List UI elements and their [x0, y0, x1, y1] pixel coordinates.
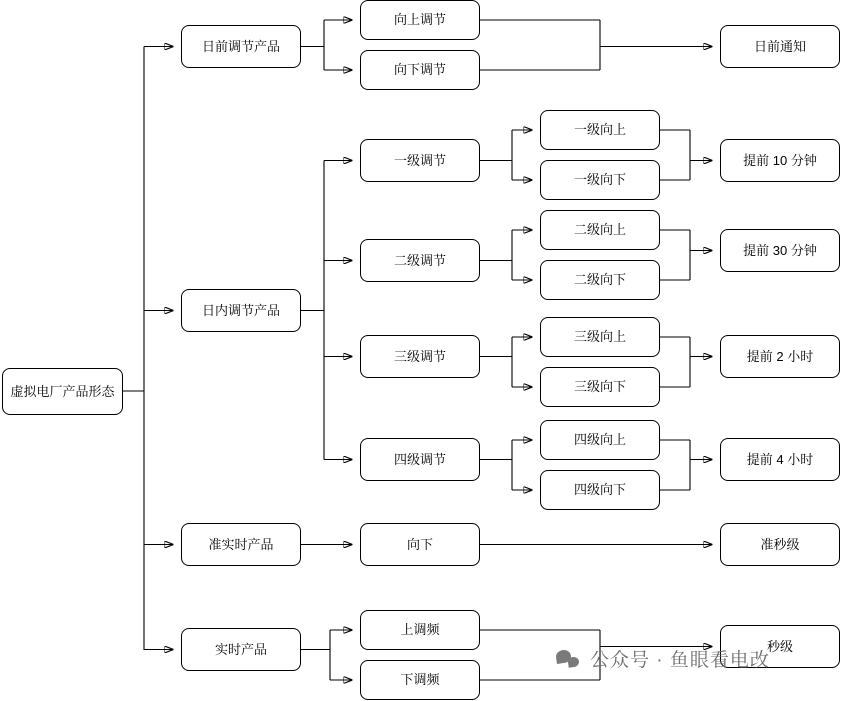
node-quasi-second-level-label: 准秒级 — [760, 536, 800, 552]
node-level3-down-label: 三级向下 — [573, 379, 626, 395]
node-advance-30-min[interactable] — [720, 229, 840, 272]
node-day-ahead-product-top-label: 日前调节产品 — [201, 38, 280, 54]
node-level1-adjust[interactable] — [360, 139, 480, 182]
node-level1-down-label: 一级向下 — [573, 172, 626, 188]
node-realtime-up-freq[interactable] — [360, 610, 480, 650]
node-level2-down[interactable] — [540, 260, 660, 300]
node-level2-up-label: 二级向上 — [573, 222, 626, 238]
node-quasi-down[interactable] — [360, 523, 480, 566]
watermark — [556, 645, 770, 672]
node-advance-30-min-label: 提前 30 分钟 — [743, 242, 817, 258]
node-day-ahead-product[interactable] — [181, 289, 301, 332]
node-advance-4-hour[interactable] — [720, 438, 840, 481]
node-day-ahead-down[interactable] — [360, 50, 480, 90]
node-day-ahead-product-label: 日内调节产品 — [201, 302, 280, 318]
watermark-text: 公众号 · 鱼眼看电改 — [590, 650, 770, 671]
node-level2-up[interactable] — [540, 210, 660, 250]
node-root-label: 虚拟电厂产品形态 — [10, 383, 115, 399]
node-advance-4-hour-label: 提前 4 小时 — [746, 451, 814, 467]
wechat-logo-icon — [556, 646, 582, 672]
node-realtime-down-freq-label: 下调频 — [400, 672, 440, 688]
node-level1-down[interactable] — [540, 160, 660, 200]
node-realtime-up-freq-label: 上调频 — [400, 622, 440, 638]
node-level3-adjust-label: 三级调节 — [393, 348, 446, 364]
node-second-level-label: 秒级 — [766, 638, 793, 654]
node-root[interactable] — [2, 368, 123, 415]
node-level2-adjust[interactable] — [360, 239, 480, 282]
node-quasi-realtime-product[interactable] — [181, 523, 301, 566]
node-advance-2-hour[interactable] — [720, 335, 840, 378]
node-day-ahead-notice-label: 日前通知 — [753, 38, 806, 54]
node-level4-up-label: 四级向上 — [573, 432, 626, 448]
node-level2-adjust-label: 二级调节 — [393, 252, 446, 268]
node-level4-adjust-label: 四级调节 — [393, 451, 446, 467]
node-day-ahead-up-label: 向上调节 — [393, 12, 446, 28]
node-realtime-product-label: 实时产品 — [214, 641, 267, 657]
node-day-ahead-down-label: 向下调节 — [393, 62, 446, 78]
node-quasi-realtime-product-label: 准实时产品 — [208, 536, 274, 552]
node-level3-down[interactable] — [540, 367, 660, 407]
node-level4-up[interactable] — [540, 420, 660, 460]
node-realtime-product[interactable] — [181, 628, 301, 671]
node-advance-10-min[interactable] — [720, 139, 840, 182]
node-quasi-down-label: 向下 — [406, 536, 433, 552]
node-level4-down-label: 四级向下 — [573, 482, 626, 498]
node-quasi-second-level[interactable] — [720, 523, 840, 566]
node-day-ahead-notice[interactable] — [720, 25, 840, 68]
node-level4-down[interactable] — [540, 470, 660, 510]
node-level3-adjust[interactable] — [360, 335, 480, 378]
node-advance-10-min-label: 提前 10 分钟 — [743, 152, 817, 168]
node-realtime-down-freq[interactable] — [360, 660, 480, 700]
node-level3-up-label: 三级向上 — [573, 329, 626, 345]
node-level1-up-label: 一级向上 — [573, 122, 626, 138]
node-level3-up[interactable] — [540, 317, 660, 357]
node-level4-adjust[interactable] — [360, 438, 480, 481]
node-advance-2-hour-label: 提前 2 小时 — [746, 348, 814, 364]
node-level2-down-label: 二级向下 — [573, 272, 626, 288]
node-level1-up[interactable] — [540, 110, 660, 150]
node-day-ahead-product-top[interactable] — [181, 25, 301, 68]
node-day-ahead-up[interactable] — [360, 0, 480, 40]
node-level1-adjust-label: 一级调节 — [393, 152, 446, 168]
